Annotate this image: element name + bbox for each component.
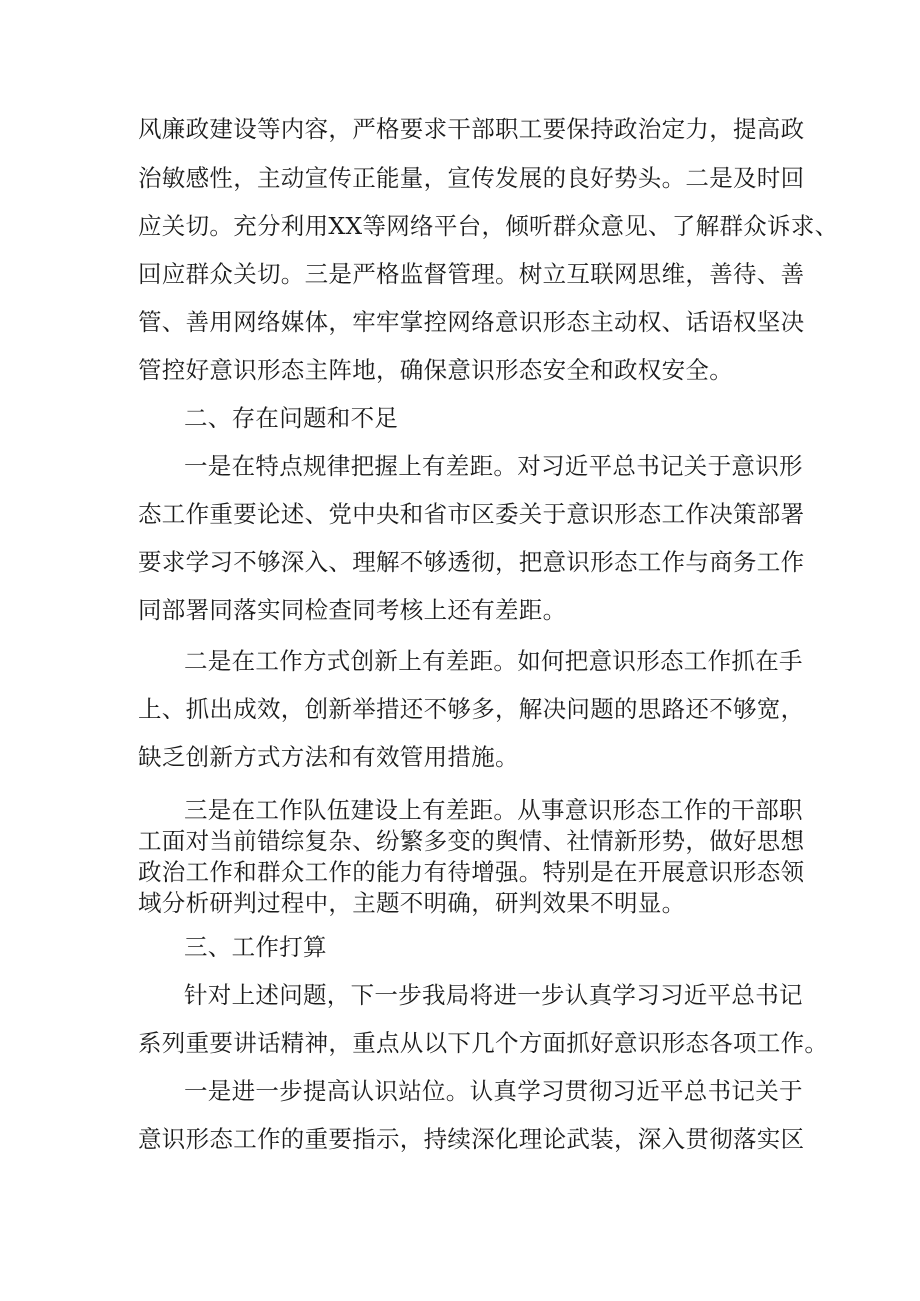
paragraph-first-line: 一是进一步提高认识站位。认真学习贯彻习近平总书记关于 <box>184 1077 803 1105</box>
text-line: 政治工作和群众工作的能力有待增强。特别是在开展意识形态领 <box>138 858 805 886</box>
text-line: 治敏感性，主动宣传正能量，宣传发展的良好势头。二是及时回 <box>138 164 805 192</box>
text-line: 风廉政建设等内容，严格要求干部职工要保持政治定力，提高政 <box>138 115 805 143</box>
text-line: 管控好意识形态主阵地，确保意识形态安全和政权安全。 <box>138 356 733 384</box>
text-line: 管、善用网络媒体，牢牢掌控网络意识形态主动权、话语权坚决 <box>138 308 805 336</box>
text-line: 上、抓出成效，创新举措还不够多，解决问题的思路还不够宽， <box>138 695 805 723</box>
text-line: 系列重要讲话精神，重点从以下几个方面抓好意识形态各项工作。 <box>138 1029 829 1057</box>
text-line: 同部署同落实同检查同考核上还有差距。 <box>138 596 567 624</box>
paragraph-first-line: 针对上述问题，下一步我局将进一步认真学习习近平总书记 <box>184 981 803 1009</box>
text-line: 域分析研判过程中，主题不明确，研判效果不明显。 <box>138 889 686 917</box>
text-line: 要求学习不够深入、理解不够透彻，把意识形态工作与商务工作 <box>138 548 805 576</box>
text-line: 应关切。充分利用XX等网络平台，倾听群众意见、了解群众诉求、 <box>138 212 839 240</box>
text-line: 缺乏创新方式方法和有效管用措施。 <box>138 743 519 771</box>
section-heading: 二、存在问题和不足 <box>184 404 399 432</box>
text-line: 意识形态工作的重要指示，持续深化理论武装，深入贯彻落实区 <box>138 1125 805 1153</box>
section-heading: 三、工作打算 <box>184 933 327 961</box>
paragraph-first-line: 三是在工作队伍建设上有差距。从事意识形态工作的干部职 <box>184 796 803 824</box>
text-line: 回应群众关切。三是严格监督管理。树立互联网思维，善待、善 <box>138 260 805 288</box>
text-line: 工面对当前错综复杂、纷繁多变的舆情、社情新形势，做好思想 <box>138 827 805 855</box>
text-line: 态工作重要论述、党中央和省市区委关于意识形态工作决策部署 <box>138 500 805 528</box>
paragraph-first-line: 一是在特点规律把握上有差距。对习近平总书记关于意识形 <box>184 452 803 480</box>
paragraph-first-line: 二是在工作方式创新上有差距。如何把意识形态工作抓在手 <box>184 647 803 675</box>
